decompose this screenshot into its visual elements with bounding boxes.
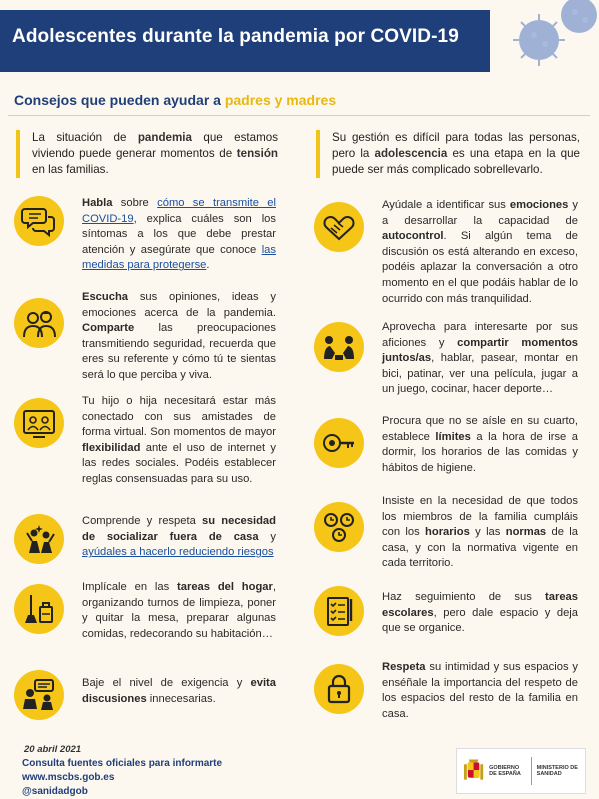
- intro-right: [316, 130, 580, 178]
- advice-bold: flexibilidad: [82, 441, 141, 454]
- link-transmision[interactable]: cómo se transmite el COVID-19: [82, 197, 277, 225]
- advice-bold: tareas del hogar: [177, 581, 273, 593]
- advice-span: . Si algún tema de discusión os está alterando en exceso, podéis aplazar la conversación a otro momento en el que podáis hablar de lo ocurrido con más tranquilidad.: [382, 230, 578, 305]
- advice-span: y: [258, 530, 276, 543]
- advice-span: sus opiniones, ideas y emociones acerca de la pandemia.: [82, 291, 276, 319]
- advice-span: , hablar, pasear, montar en bici, patinar, ver una película, jugar a un juego, cocinar, hacer deporte…: [382, 352, 578, 396]
- subtitle-text: Consejos que pueden ayudar a: [14, 92, 225, 108]
- schedule-clocks-icon: [314, 502, 364, 552]
- advice-item-tareas-hogar: [14, 580, 284, 642]
- advice-bold: límites: [435, 430, 471, 443]
- advice-text: [82, 394, 276, 488]
- handshake-heart-icon: [314, 202, 364, 252]
- section-subtitle: [14, 92, 336, 108]
- logo-separator: [531, 757, 532, 785]
- advice-bold: su necesidad de socializar fuera de casa: [82, 515, 276, 543]
- footer-website[interactable]: www.mscbs.gob.es: [22, 772, 115, 783]
- door-lock-icon: [314, 418, 364, 468]
- intro-text: es una etapa en la que puede ser más complicado sobrellevarlo.: [332, 147, 580, 176]
- advice-span: Procura que no se aísle en su cuarto, establece: [382, 415, 578, 443]
- advice-item-virtual: [14, 394, 284, 488]
- advice-bold: emociones: [509, 199, 569, 211]
- intro-text: que estamos viviendo puede generar momentos de: [32, 131, 278, 160]
- advice-bold: horarios: [425, 526, 470, 539]
- advice-span: Tu hijo o hija necesitará estar más conectado con sus amistades de forma virtual. Son momentos de mayor: [82, 395, 276, 439]
- advice-span: innecesarias.: [146, 692, 216, 705]
- logo-gov-text: GOBIERNO DE ESPAÑA: [489, 764, 521, 777]
- advice-item-escucha: [14, 290, 284, 384]
- intro-bold: adolescencia: [374, 147, 448, 160]
- link-reducir-riesgos[interactable]: ayúdales a hacerlo reduciendo riesgos: [82, 546, 274, 559]
- advice-bold: compartir momentos juntos/as: [382, 336, 578, 365]
- advice-item-escolares: [314, 586, 584, 637]
- advice-span: y a desarrollar la capacidad de: [382, 199, 579, 227]
- advice-text: [382, 660, 578, 722]
- advice-span: , organizando turnos de limpieza, poner y quitar la mesa, preparar algunas comidas, redecorando su habitación…: [82, 581, 276, 640]
- coat-of-arms-icon: [463, 756, 484, 786]
- advice-bold: tareas escolares: [382, 591, 578, 619]
- intro-bold: pandemia: [137, 131, 192, 144]
- virus-decoration-icon: [479, 0, 599, 90]
- advice-text: [382, 320, 578, 398]
- advice-text: [382, 590, 578, 637]
- advice-text: [82, 514, 276, 561]
- advice-item-emociones: [314, 198, 584, 307]
- advice-bold: evita discusiones: [82, 677, 276, 705]
- advice-span: las preocupaciones transmitiendo seguridad, recuerda que eres su referente y cómo tú te sientas será lo que perciba y viva.: [82, 322, 276, 381]
- advice-span: Implícale en las: [82, 581, 178, 593]
- advice-bold: Escucha: [82, 291, 129, 303]
- advice-text: [82, 580, 276, 642]
- advice-span: a la hora de irse a dormir, los horarios de las comidas y hábitos de higiene.: [382, 430, 579, 474]
- logo-ministry-text: MINISTERIO DE SANIDAD: [536, 764, 578, 777]
- advice-bold: Respeta: [382, 661, 426, 673]
- video-call-icon: [14, 398, 64, 448]
- checklist-icon: [314, 586, 364, 636]
- advice-text: [82, 290, 276, 384]
- advice-span: , explica cuáles son los síntomas a los que debe prestar atención y asegúrate que conoce: [82, 212, 276, 256]
- advice-bold: Comparte: [82, 322, 135, 335]
- advice-span: , pero dale espacio y deja que se organice.: [382, 606, 578, 635]
- advice-span: y las: [469, 526, 506, 539]
- advice-span: de la casa, y con la normativa vigente en cada territorio.: [382, 526, 578, 570]
- playing-together-icon: [314, 322, 364, 372]
- celebration-icon: [14, 514, 64, 564]
- divider: [8, 115, 590, 116]
- intro-left: [16, 130, 278, 178]
- advice-span: Aprovecha para interesarte por sus aficiones y: [382, 321, 578, 349]
- advice-text: [382, 414, 578, 476]
- subtitle-accent: padres y madres: [224, 92, 337, 108]
- advice-bold: normas: [505, 526, 547, 539]
- advice-item-socializar: [14, 514, 284, 564]
- advice-bold: Habla: [82, 197, 113, 209]
- link-medidas[interactable]: las medidas para protegerse: [82, 243, 276, 272]
- padlock-icon: [314, 664, 364, 714]
- advice-text: [82, 196, 276, 274]
- header-banner: [0, 10, 490, 72]
- page-title: Adolescentes durante la pandemia por COVID-19: [12, 26, 459, 47]
- advice-span: Baje el nivel de exigencia y: [82, 677, 251, 689]
- advice-span: Ayúdale a identificar sus: [382, 199, 510, 211]
- intro-text: La situación de: [32, 131, 138, 144]
- advice-item-aficiones: [314, 320, 584, 398]
- intro-text: en las familias.: [32, 163, 109, 176]
- advice-item-intimidad: [314, 660, 584, 722]
- publication-date: 20 abril 2021: [24, 744, 82, 755]
- advice-span: Haz seguimiento de sus: [382, 591, 546, 603]
- ministry-logo: [456, 748, 586, 794]
- advice-span: sobre: [112, 197, 158, 209]
- discussion-icon: [14, 670, 64, 720]
- advice-item-horarios: [314, 494, 584, 572]
- advice-item-exigencia: [14, 670, 284, 720]
- parent-teen-icon: [14, 298, 64, 348]
- advice-span: .: [206, 259, 210, 272]
- advice-span: Insiste en la necesidad de que todos los miembros de la familia cumpláis con los: [382, 495, 578, 539]
- footer-social[interactable]: @sanidadgob: [22, 786, 88, 797]
- speech-bubbles-icon: [14, 196, 64, 246]
- advice-span: ante el uso de internet y las redes sociales. Podéis establecer reglas consensuadas para su uso.: [82, 441, 276, 485]
- advice-span: Comprende y respeta: [82, 515, 202, 527]
- intro-text: Su gestión es difícil para todas las personas, pero la: [332, 131, 580, 160]
- advice-item-limites: [314, 414, 584, 476]
- advice-span: su intimidad y sus espacios y enséñale la importancia del respeto de los espacios del resto de la familia en casa.: [382, 661, 578, 720]
- advice-text: [82, 676, 276, 707]
- advice-text: [382, 494, 578, 572]
- advice-item-habla: [14, 196, 284, 274]
- cleaning-icon: [14, 584, 64, 634]
- footer-info: Consulta fuentes oficiales para informarte: [22, 758, 223, 769]
- advice-bold: autocontrol: [382, 230, 444, 243]
- intro-bold: tensión: [236, 147, 278, 160]
- advice-text: [382, 198, 578, 307]
